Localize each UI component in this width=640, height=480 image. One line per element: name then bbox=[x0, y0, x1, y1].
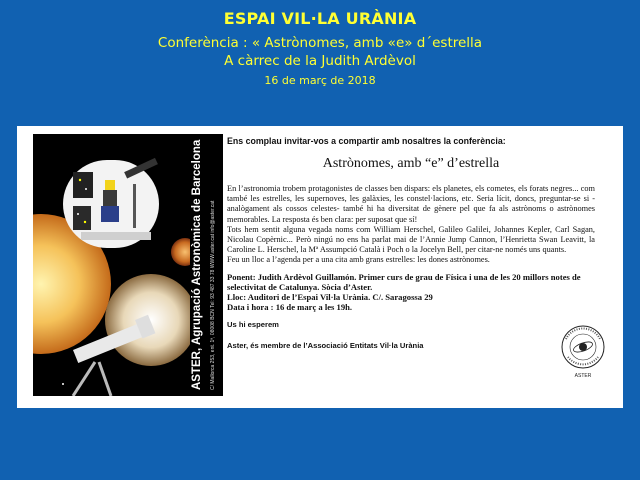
organization-banner bbox=[190, 134, 223, 396]
datetime-info: Data i hora : 16 de març a les 19h. bbox=[227, 302, 353, 313]
speaker-byline: A càrrec de la Judith Ardèvol bbox=[224, 53, 416, 69]
venue-info: Lloc: Auditori de l’Espai Vil·la Urània. C/. Saragossa 29 bbox=[227, 292, 433, 303]
membership-note: Aster, és membre de l’Associació Entitats Vil·la Urània bbox=[227, 341, 424, 351]
paragraph-agenda: Feu un lloc a l’agenda per a una cita amb grans estrelles: les dones astrònomes. bbox=[227, 255, 490, 265]
lecture-subtitle: Conferència : « Astrònomes, amb «e» d´estrella bbox=[157, 35, 483, 51]
closing-line: Us hi esperem bbox=[227, 320, 279, 330]
conference-title: Astrònomes, amb “e” d’estrella bbox=[322, 156, 500, 171]
paragraph-intro: En l’astronomia trobem protagonistes de classes ben dispars: els planetes, els cometes, els forats negres... com també les estrelles, les supernoves, les galàxies, les constel·lacions, etc. Seria lícit, doncs, preguntar-se si -analògament als cossos celestes- també hi ha diversitat de gènere pel que fa als astrònoms o astrònomes memorables. La resposta és ben clara: per suposat que sí! bbox=[227, 184, 595, 224]
event-date: 16 de març de 2018 bbox=[264, 74, 376, 87]
star-bright bbox=[105, 274, 197, 366]
organization-name: ASTER, Agrupació Astronòmica de Barcelona bbox=[191, 139, 203, 390]
invite-lead: Ens complau invitar-vos a compartir amb nosaltres la conferència: bbox=[227, 136, 506, 146]
paragraph-names: Tots hem sentit alguna vegada noms com William Herschel, Galileo Galilei, Johannes Kepler, Carl Sagan, Nicolau Copèrnic... Però ningú no ens ha parlat mai de l’Annie Jump Cannon, l’Henrietta Swan Leavitt, la Caroline L. Herschel, la Mª Assumpció Català i Poch o la Jocelyn Bell, per citar-ne només uns quants. bbox=[227, 224, 595, 255]
organization-contact: C/ Mallorca 253, ent. 1ª, 08008 BCN Tel: 93 487 33 78 WWW.aster.cat info@aster.cat bbox=[210, 200, 216, 390]
aster-logo bbox=[560, 323, 606, 381]
page-title: ESPAI VIL·LA URÀNIA bbox=[223, 9, 417, 28]
invitation-text bbox=[227, 136, 595, 350]
lego-scene bbox=[63, 158, 159, 248]
svg-text:ASTER: ASTER bbox=[574, 373, 592, 379]
speaker-info: Ponent: Judith Ardèvol Guillamón. Primer curs de grau de Física i una de les 20 millors notes de selectivitat de Catalunya. Sòcia d’Aster. bbox=[227, 271, 581, 292]
